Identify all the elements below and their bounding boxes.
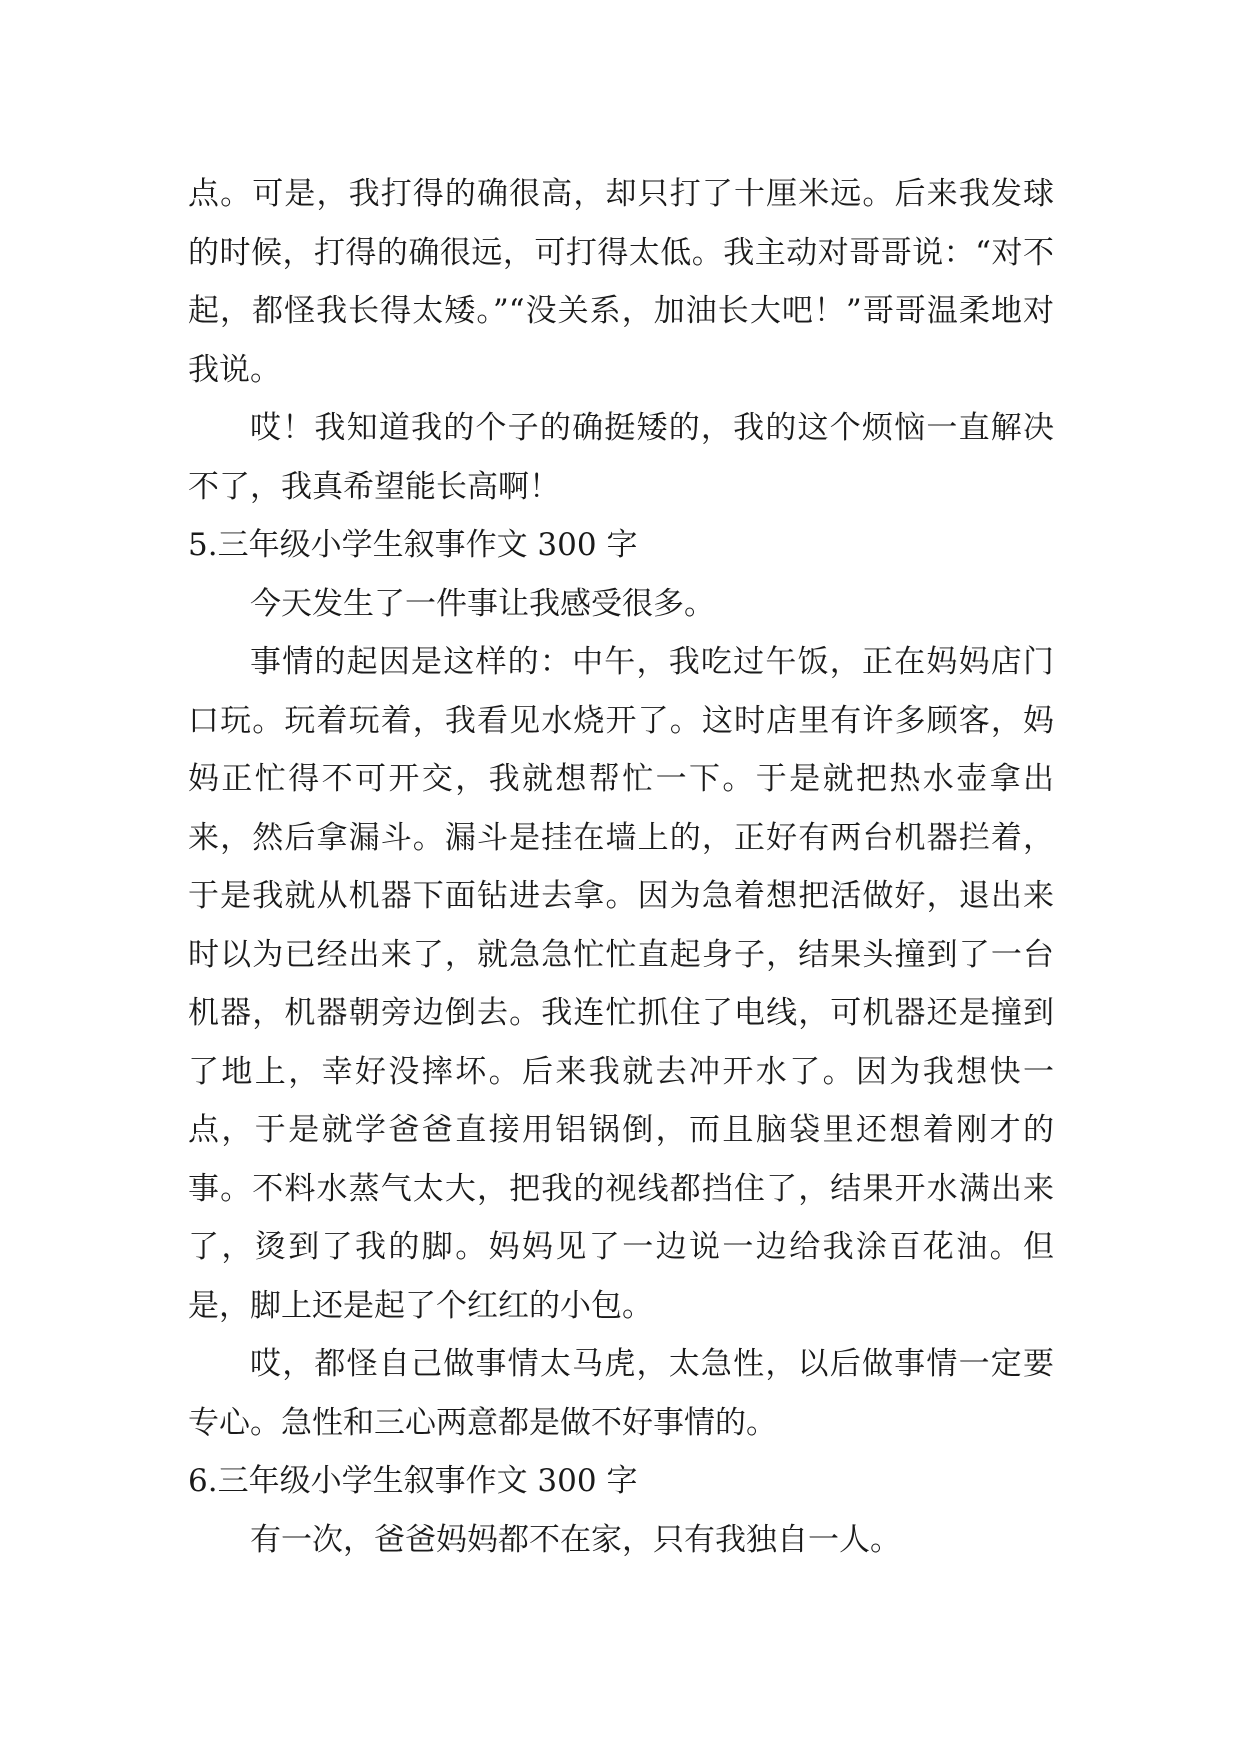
section-heading-6: 6.三年级小学生叙事作文 300 字 bbox=[188, 1463, 638, 1499]
paragraph: 今天发生了一件事让我感受很多。 bbox=[250, 585, 715, 622]
section-heading-5: 5.三年级小学生叙事作文 300 字 bbox=[188, 527, 638, 563]
paragraph-continued: 点。可是，我打得的确很高，却只打了十厘米远。后来我发球的时候，打得的确很远，可打得太低。我主动对哥哥说：“对不起，都怪我长得太矮。”“没关系，加油长大吧！”哥哥温柔地对我说。 bbox=[188, 176, 1054, 388]
paragraph: 有一次，爸爸妈妈都不在家，只有我独自一人。 bbox=[250, 1521, 901, 1558]
paragraph: 哎，都怪自己做事情太马虎，太急性，以后做事情一定要专心。急性和三心两意都是做不好事情的。 bbox=[188, 1346, 1054, 1441]
paragraph: 事情的起因是这样的：中午，我吃过午饭，正在妈妈店门口玩。玩着玩着，我看见水烧开了。这时店里有许多顾客，妈妈正忙得不可开交，我就想帮忙一下。于是就把热水壶拿出来，然后拿漏斗。漏斗是挂在墙上的，正好有两台机器拦着，于是我就从机器下面钻进去拿。因为急着想把活做好，退出来时以为已经出来了，就急急忙忙直起身子，结果头撞到了一台机器，机器朝旁边倒去。我连忙抓住了电线，可机器还是撞到了地上，幸好没摔坏。后来我就去冲开水了。因为我想快一点，于是就学爸爸直接用铝锅倒，而且脑袋里还想着刚才的事。不料水蒸气太大，把我的视线都挡住了，结果开水满出来了，烫到了我的脚。妈妈见了一边说一边给我涂百花油。但是，脚上还是起了个红红的小包。 bbox=[188, 644, 1054, 1324]
paragraph: 哎！我知道我的个子的确挺矮的，我的这个烦恼一直解决不了，我真希望能长高啊！ bbox=[188, 410, 1054, 505]
document-body bbox=[188, 165, 1054, 1569]
